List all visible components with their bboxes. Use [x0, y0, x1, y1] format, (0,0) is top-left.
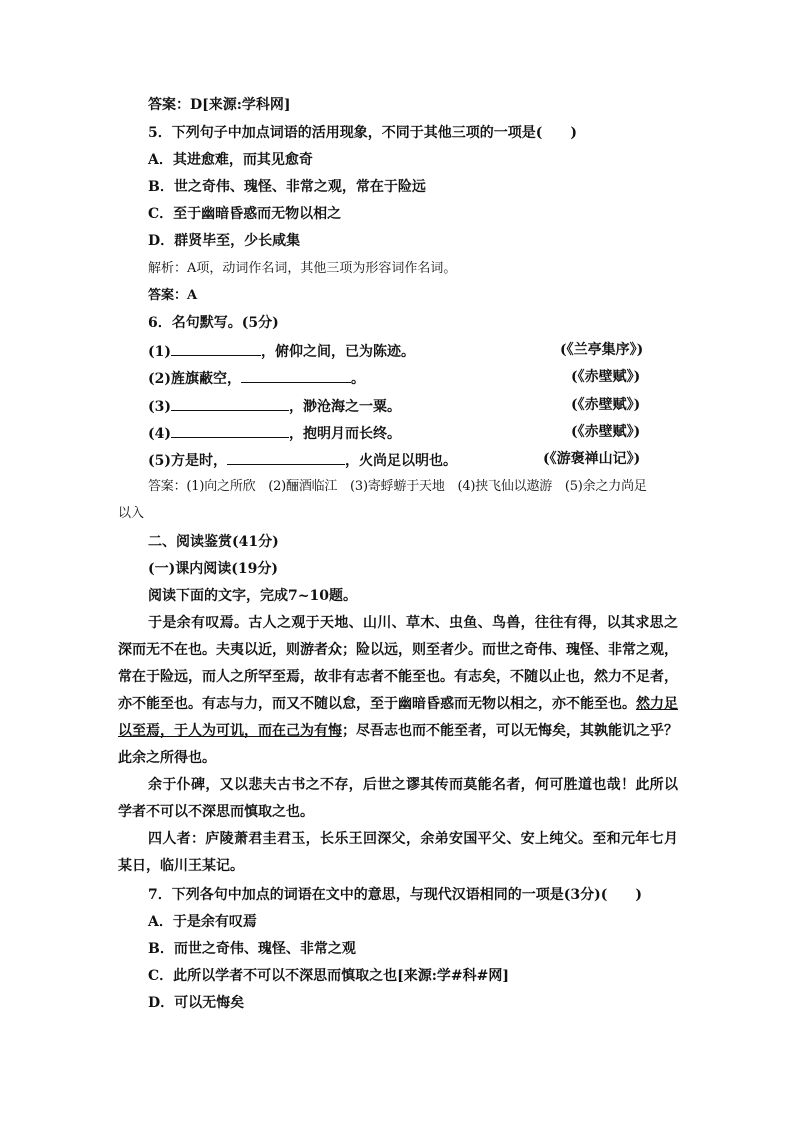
q6-item-source: (《兰亭集序》) — [560, 342, 644, 358]
passage-text: 于是余有叹焉。古人之观于天地、山川、草木、虫鱼、鸟兽，往往有得，以其求思之深而无不在也。夫夷以近，则游者众；险以远，则至者少。而世之奇伟、瑰怪、非常之观，常在于险远，而人之所罕至焉，故非有志者不能至也。有志矣，不随以止也，然力不足者，亦不能至也。有志与力，而又不随以怠，至于幽暗昏惑而无物以相之，亦不能至也。 — [118, 615, 678, 712]
q6-item-source: (《赤壁赋》) — [571, 369, 641, 385]
q6-item-prefix: (2)旌旗蔽空， — [148, 371, 241, 387]
q6-item-prefix: (4) — [148, 426, 171, 442]
q6-item-suffix: 。 — [351, 371, 365, 387]
fill-blank[interactable] — [171, 341, 261, 356]
question-7-stem: 7．下列各句中加点的词语在文中的意思，与现代汉语相同的一项是(3分)( ) — [148, 887, 642, 903]
q5-answer: 答案：A — [148, 288, 198, 303]
q6-item-source: (《赤壁赋》) — [571, 424, 641, 440]
question-5-stem: 5．下列句子中加点词语的活用现象，不同于其他三项的一项是( ) — [148, 125, 577, 141]
q5-option-b: B．世之奇伟、瑰怪、非常之观，常在于险远 — [148, 179, 426, 195]
reading-instruction: 阅读下面的文字，完成7~10题。 — [148, 588, 357, 604]
q7-option-a: A．于是余有叹焉 — [148, 914, 257, 930]
q6-answer-continued: 以入 — [118, 506, 145, 521]
passage-paragraph-1 — [118, 610, 678, 772]
fill-blank[interactable] — [171, 396, 289, 411]
passage-paragraph-2: 余于仆碑，又以悲夫古书之不存，后世之谬其传而莫能名者，何可胜道也哉！此所以学者不可以不深思而慎取之也。 — [118, 777, 678, 820]
fill-blank[interactable] — [227, 450, 345, 465]
underlined-sentence: 然力足以至焉，于人为可讥，而在己为有悔 — [118, 696, 678, 739]
q6-answer: 答案：(1)向之所欣 (2)酾酒临江 (3)寄蜉蝣于天地 (4)挟飞仙以遨游 (5)余之力尚足 — [148, 479, 647, 494]
q6-item-source: (《赤壁赋》) — [571, 397, 641, 413]
q6-item-suffix: ，俯仰之间，已为陈迹。 — [261, 344, 415, 360]
q5-option-a: A．其进愈难，而其见愈奇 — [148, 152, 313, 168]
q6-item-prefix: (5)方是时， — [148, 453, 227, 469]
q6-item-suffix: ，抱明月而长终。 — [289, 426, 401, 442]
passage-text: ；尽吾志也而不能至者，可以无悔矣，其孰能讥之乎？此余之所得也。 — [118, 723, 678, 766]
fill-blank[interactable] — [171, 423, 289, 438]
q5-option-c: C．至于幽暗昏惑而无物以相之 — [148, 206, 342, 222]
fill-blank[interactable] — [241, 368, 351, 383]
q6-item-source: (《游褒禅山记》) — [543, 451, 641, 467]
passage-paragraph-3: 四人者：庐陵萧君圭君玉，长乐王回深父，余弟安国平父、安上纯父。至和元年七月某日，临川王某记。 — [118, 831, 678, 874]
q6-item-prefix: (1) — [148, 344, 171, 360]
q6-item-prefix: (3) — [148, 399, 171, 415]
q5-analysis: 解析：A项，动词作名词，其他三项为形容词作名词。 — [148, 261, 457, 276]
q7-option-c: C．此所以学者不可以不深思而慎取之也[来源:学#科#网] — [148, 968, 510, 984]
subsection-heading: (一)课内阅读(19分) — [148, 561, 278, 577]
q6-item-suffix: ，火尚足以明也。 — [345, 453, 457, 469]
question-6-stem: 6．名句默写。(5分) — [148, 315, 279, 331]
q6-item-suffix: ，渺沧海之一粟。 — [289, 399, 401, 415]
section-heading: 二、阅读鉴赏(41分) — [148, 534, 279, 550]
q7-option-b: B．而世之奇伟、瑰怪、非常之观 — [148, 941, 356, 957]
q7-option-d: D．可以无悔矣 — [148, 995, 245, 1011]
answer-line: 答案：D[来源:学科网] — [148, 97, 291, 113]
q5-option-d: D．群贤毕至，少长咸集 — [148, 233, 301, 249]
